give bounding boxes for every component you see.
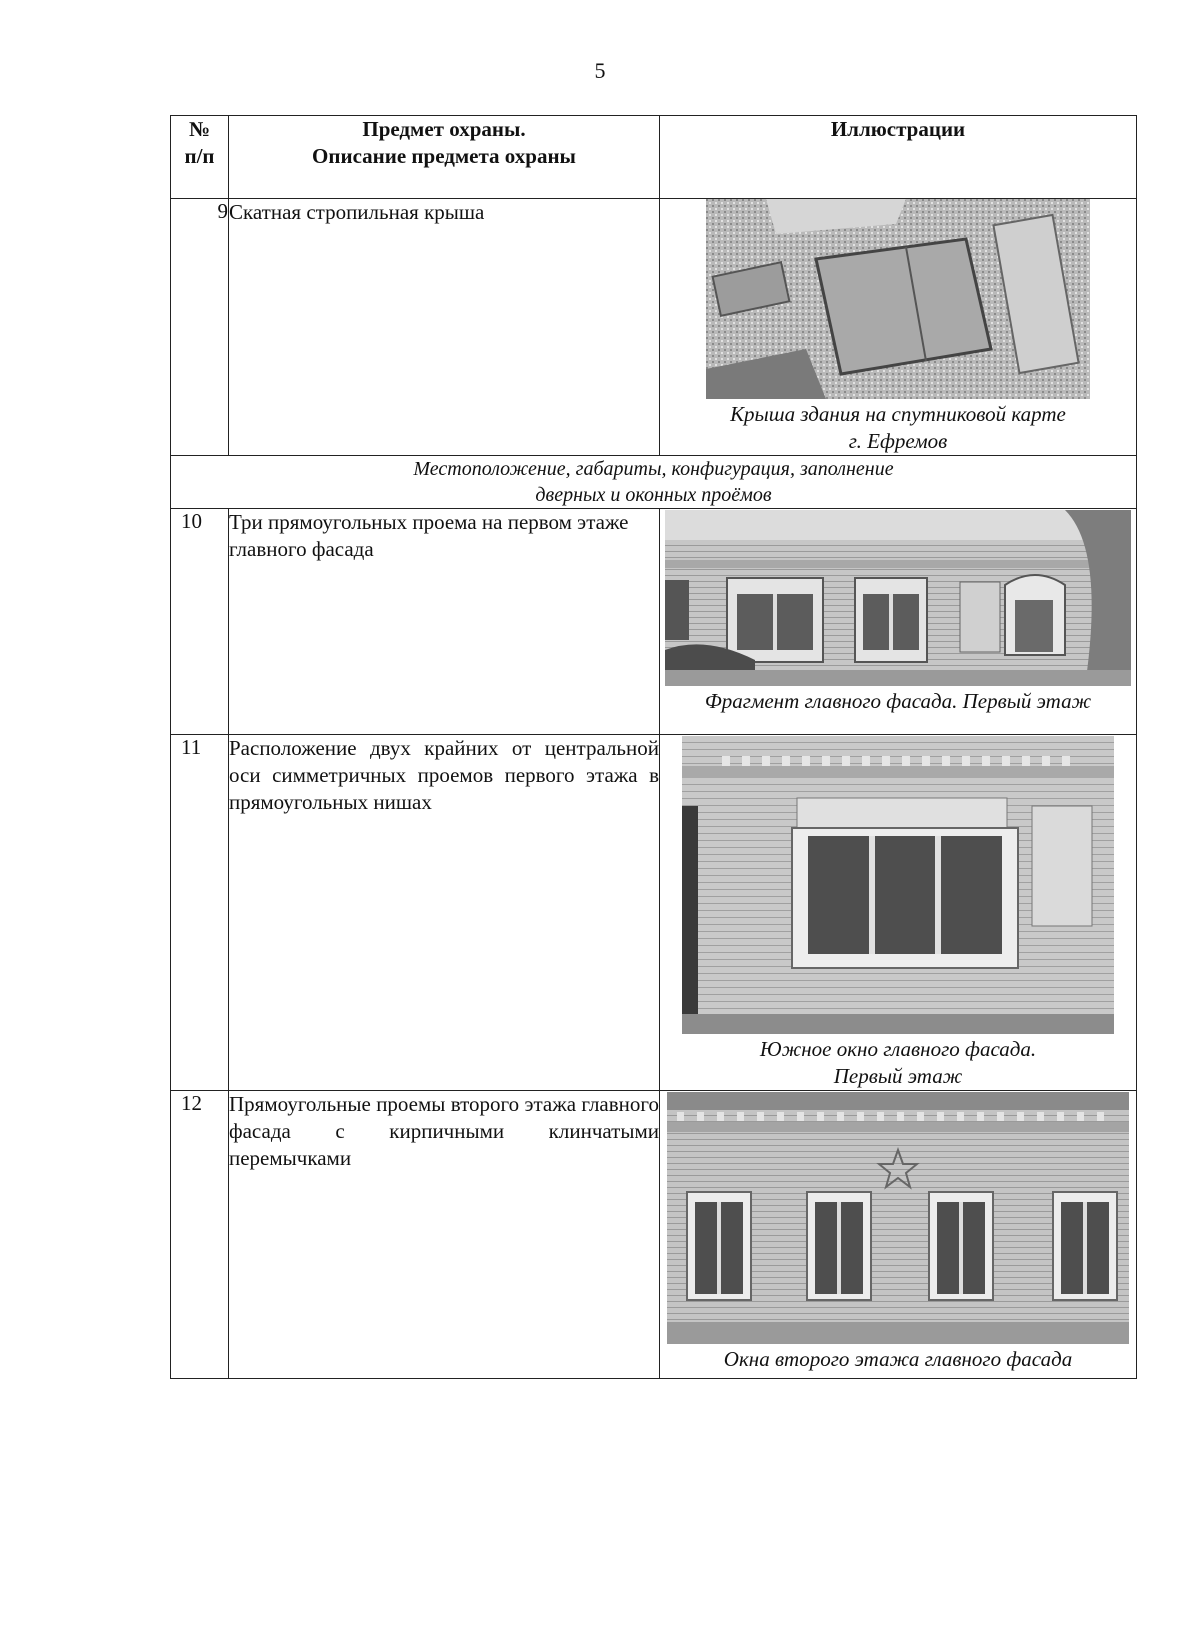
caption-line1: Окна второго этажа главного фасада (723, 1347, 1073, 1371)
illustration-cell (660, 199, 1137, 456)
illustration-caption (660, 1034, 1136, 1090)
caption-line2: г. Ефремов (848, 429, 948, 453)
table-row (171, 1091, 1137, 1379)
header-description (229, 116, 660, 199)
header-number-line1: № (188, 117, 211, 141)
table-row (171, 199, 1137, 456)
table-row (171, 735, 1137, 1091)
caption-line1: Южное окно главного фасада. (759, 1037, 1037, 1061)
table-header-row (171, 116, 1137, 199)
south-window-photo (682, 736, 1114, 1034)
caption-line1: Фрагмент главного фасада. Первый этаж (704, 689, 1092, 713)
header-number-line2: п/п (184, 144, 215, 168)
section-row (171, 456, 1137, 509)
illustration-cell (660, 509, 1137, 735)
table-row (171, 509, 1137, 735)
second-floor-windows-photo (667, 1092, 1129, 1344)
page-number: 5 (594, 58, 606, 83)
caption-line1: Крыша здания на спутниковой карте (730, 402, 1066, 426)
row-number: 10 (171, 509, 229, 735)
row-number: 11 (171, 735, 229, 1091)
row-description: Расположение двух крайних от центральной оси симметричных проемов первого этажа в прямоугольных нишах (229, 735, 660, 1091)
illustration-caption (660, 686, 1136, 715)
section-heading-line1: Местоположение, габариты, конфигурация, заполнение (413, 458, 894, 480)
facade-first-floor-photo (665, 510, 1131, 686)
header-description-line2: Описание предмета охраны (312, 144, 576, 168)
section-heading (171, 456, 1137, 509)
header-illustrations: Иллюстрации (660, 116, 1137, 199)
header-number (171, 116, 229, 199)
satellite-roof-photo (706, 199, 1090, 399)
section-heading-line2: дверных и оконных проёмов (535, 484, 772, 506)
row-number: 12 (171, 1091, 229, 1379)
caption-line2: Первый этаж (833, 1064, 963, 1088)
protection-table (170, 115, 1137, 1379)
illustration-caption (660, 399, 1136, 455)
row-description: Скатная стропильная крыша (229, 199, 660, 456)
illustration-caption (660, 1344, 1136, 1373)
illustration-cell (660, 1091, 1137, 1379)
row-description: Три прямоугольных проема на первом этаже главного фасада (229, 509, 660, 735)
header-description-line1: Предмет охраны. (362, 117, 526, 141)
row-number: 9 (171, 199, 229, 456)
illustration-cell (660, 735, 1137, 1091)
row-description: Прямоугольные проемы второго этажа главного фасада с кирпичными клинчатыми перемычками (229, 1091, 660, 1379)
